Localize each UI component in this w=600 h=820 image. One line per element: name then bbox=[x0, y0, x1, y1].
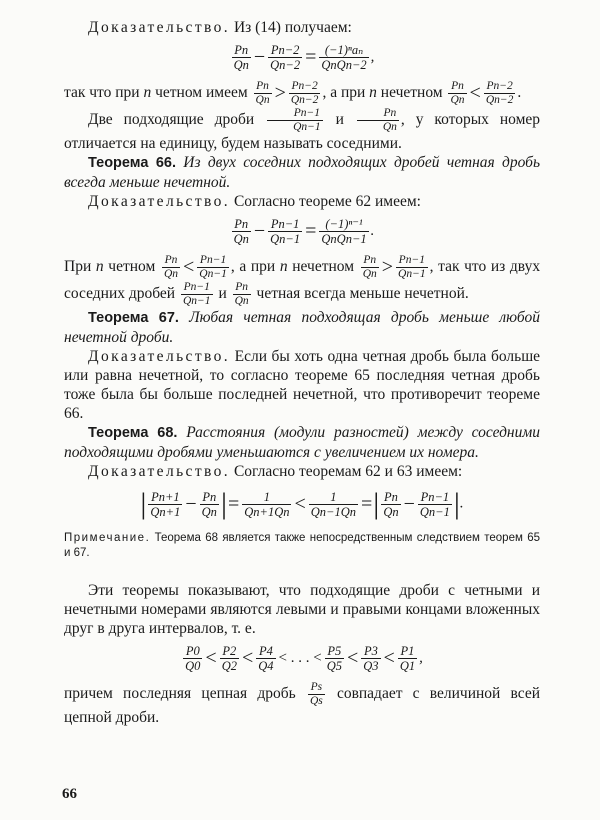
fraction: $\frac{Pn-1}{Qn-1}$ bbox=[270, 217, 301, 246]
fraction: $\frac{P0}{Q0}$ bbox=[185, 644, 201, 673]
formula-4: $\frac{P0}{Q0}$ < $\frac{P2}{Q2}$ < $\frac{P4}{Q4}$ < . . . < $\frac{P5}{Q5}$ < $\frac{P3}{Q3}$ < $\frac{P1}{Q1}$ , bbox=[185, 644, 423, 673]
nested-intervals-paragraph: Эти теоремы показывают, что подходящие дроби с четными и нечетными номерами являются левыми и правыми концами вложенных друг в друга интервалов, т. е. bbox=[64, 582, 540, 637]
theorem-66: Теорема 66. Из двух соседних подходящих дробей четная дробь всегда меньше нечетной. bbox=[64, 154, 540, 191]
fraction: $\frac{Pn-2}{Qn-2}$ bbox=[290, 80, 319, 106]
fraction: $\frac{\text{(−1)ⁿaₙ}}{\text{QnQn−2}}$ bbox=[321, 43, 367, 72]
fraction: $\frac{Pn-1}{Qn-1}$ bbox=[199, 254, 227, 280]
fraction: $\frac{Pn}{Qn}$ bbox=[383, 489, 399, 519]
note: Примечание. Теорема 68 является также непосредственным следствием теорем 65 и 67. bbox=[64, 532, 540, 559]
parity-comparison-text: так что при n четном имеем $\frac{Pn}{Qn}$ > $\frac{Pn-2}{Qn-2}$ , а при n нечетном $\frac{Pn}{Qn}$ < $\frac{Pn-2}{Qn-2}$ . bbox=[64, 80, 522, 106]
formula-3: | $\frac{Pn+1}{Qn+1}$ − $\frac{Pn}{Qn}$ |= $\frac{1}{Qn+1Qn}$ < $\frac{1}{Qn-1Qn}$ =| $\frac{Pn}{Qn}$ − $\frac{Pn-1}{Qn-1}$ |. bbox=[140, 487, 464, 520]
fraction: $\frac{Pn-2}{Qn-2}$ bbox=[485, 80, 514, 106]
page-number: 66 bbox=[62, 786, 77, 802]
proof-text: Из (14) получаем: bbox=[233, 19, 352, 36]
fraction: $\frac{Pn}{Qn}$ bbox=[234, 281, 249, 307]
fraction: $\frac{P5}{Q5}$ bbox=[326, 644, 342, 673]
fraction: $\frac{P3}{Q3}$ bbox=[363, 644, 379, 673]
fraction: $\frac{Ps}{Qs}$ bbox=[309, 681, 323, 707]
fraction: $\frac{1}{Qn-1Qn}$ bbox=[310, 489, 357, 519]
fraction: $\frac{Pn}{Qn}$ bbox=[450, 80, 465, 106]
formula-1: $\frac{Pn}{Qn}$ − $\frac{Pn-2}{Qn-2}$ = $\frac{\text{(−1)ⁿaₙ}}{\text{QnQn−2}}$ , bbox=[233, 43, 375, 72]
last-paragraph: причем последняя цепная дробь $\frac{Ps}{Qs}$ совпадает с величиной всей цепной дроби. bbox=[64, 681, 541, 726]
fraction: $\frac{1}{Qn+1Qn}$ bbox=[244, 489, 290, 519]
fraction: $\frac{Pn-2}{Qn-2}$ bbox=[270, 43, 301, 72]
proof-paragraph-4: Доказательство. Согласно теоремам 62 и 63 имеем: bbox=[88, 463, 463, 480]
fraction: $\frac{Pn-1}{Qn-1}$ bbox=[398, 254, 426, 280]
fraction: $\frac{P4}{Q4}$ bbox=[258, 644, 274, 673]
fraction: $\frac{P1}{Q1}$ bbox=[399, 644, 416, 673]
proof-paragraph-1 bbox=[64, 18, 540, 37]
proof-label: Доказательство. bbox=[88, 19, 231, 36]
formula-2: $\frac{Pn}{Qn}$ − $\frac{Pn-1}{Qn-1}$ = $\frac{\text{(−1)ⁿ⁻¹}}{\text{QnQn−1}}$ . bbox=[233, 217, 375, 246]
fraction: $\frac{\text{(−1)ⁿ⁻¹}}{\text{QnQn−1}}$ bbox=[321, 217, 367, 246]
fraction: $\frac{Pn-1}{Qn-1}$ bbox=[419, 489, 450, 519]
fraction: $\frac{Pn}{Qn}$ bbox=[233, 43, 249, 72]
proof-paragraph-2: Доказательство. Согласно теореме 62 имеем: bbox=[88, 193, 421, 210]
fraction: $\frac{Pn}{Qn}$ bbox=[255, 80, 270, 106]
fraction: $\frac{P2}{Q2}$ bbox=[221, 644, 237, 673]
fraction: $\frac{Pn}{Qn}$ bbox=[233, 217, 249, 246]
adjacent-definition: Две подходящие дроби $\frac{Pn-1}{Qn-1}$ и $\frac{Pn}{Qn}$ , у которых номер отличается на единицу, будем называть соседними. bbox=[64, 107, 541, 152]
theorem-67: Теорема 67. Любая четная подходящая дробь меньше любой нечетной дроби. bbox=[64, 309, 540, 346]
fraction: $\frac{Pn}{Qn}$ bbox=[362, 254, 377, 280]
fraction: $\frac{Pn}{Qn}$ bbox=[163, 254, 178, 280]
fraction: $\frac{Pn-1}{Qn-1}$ bbox=[267, 107, 323, 134]
theorem-68: Теорема 68. Расстояния (модули разностей) между соседними подходящими дробями уменьшаются с увеличением их номера. bbox=[64, 424, 540, 461]
fraction: $\frac{Pn}{Qn}$ bbox=[357, 107, 399, 134]
page-body bbox=[64, 18, 540, 727]
even-odd-paragraph: При n четном $\frac{Pn}{Qn}$ < $\frac{Pn-1}{Qn-1}$ , а при n нечетном $\frac{Pn}{Qn}$ > $\frac{Pn-1}{Qn-1}$ , так что из двух соседних дробей $\frac{Pn-1}{Qn-1}$ и $\frac{Pn}{Qn}$ четная всегда меньше нечетной. bbox=[64, 254, 541, 307]
proof-paragraph-3: Доказательство. Если бы хоть одна четная дробь была больше или равна нечетной, то согласно теореме 65 последняя четная дробь тоже была бы больше последней нечетной, что противоречит теореме 66. bbox=[64, 348, 541, 422]
fraction: $\frac{Pn}{Qn}$ bbox=[201, 489, 217, 519]
fraction: $\frac{Pn+1}{Qn+1}$ bbox=[150, 489, 181, 519]
fraction: $\frac{Pn-1}{Qn-1}$ bbox=[182, 281, 211, 307]
